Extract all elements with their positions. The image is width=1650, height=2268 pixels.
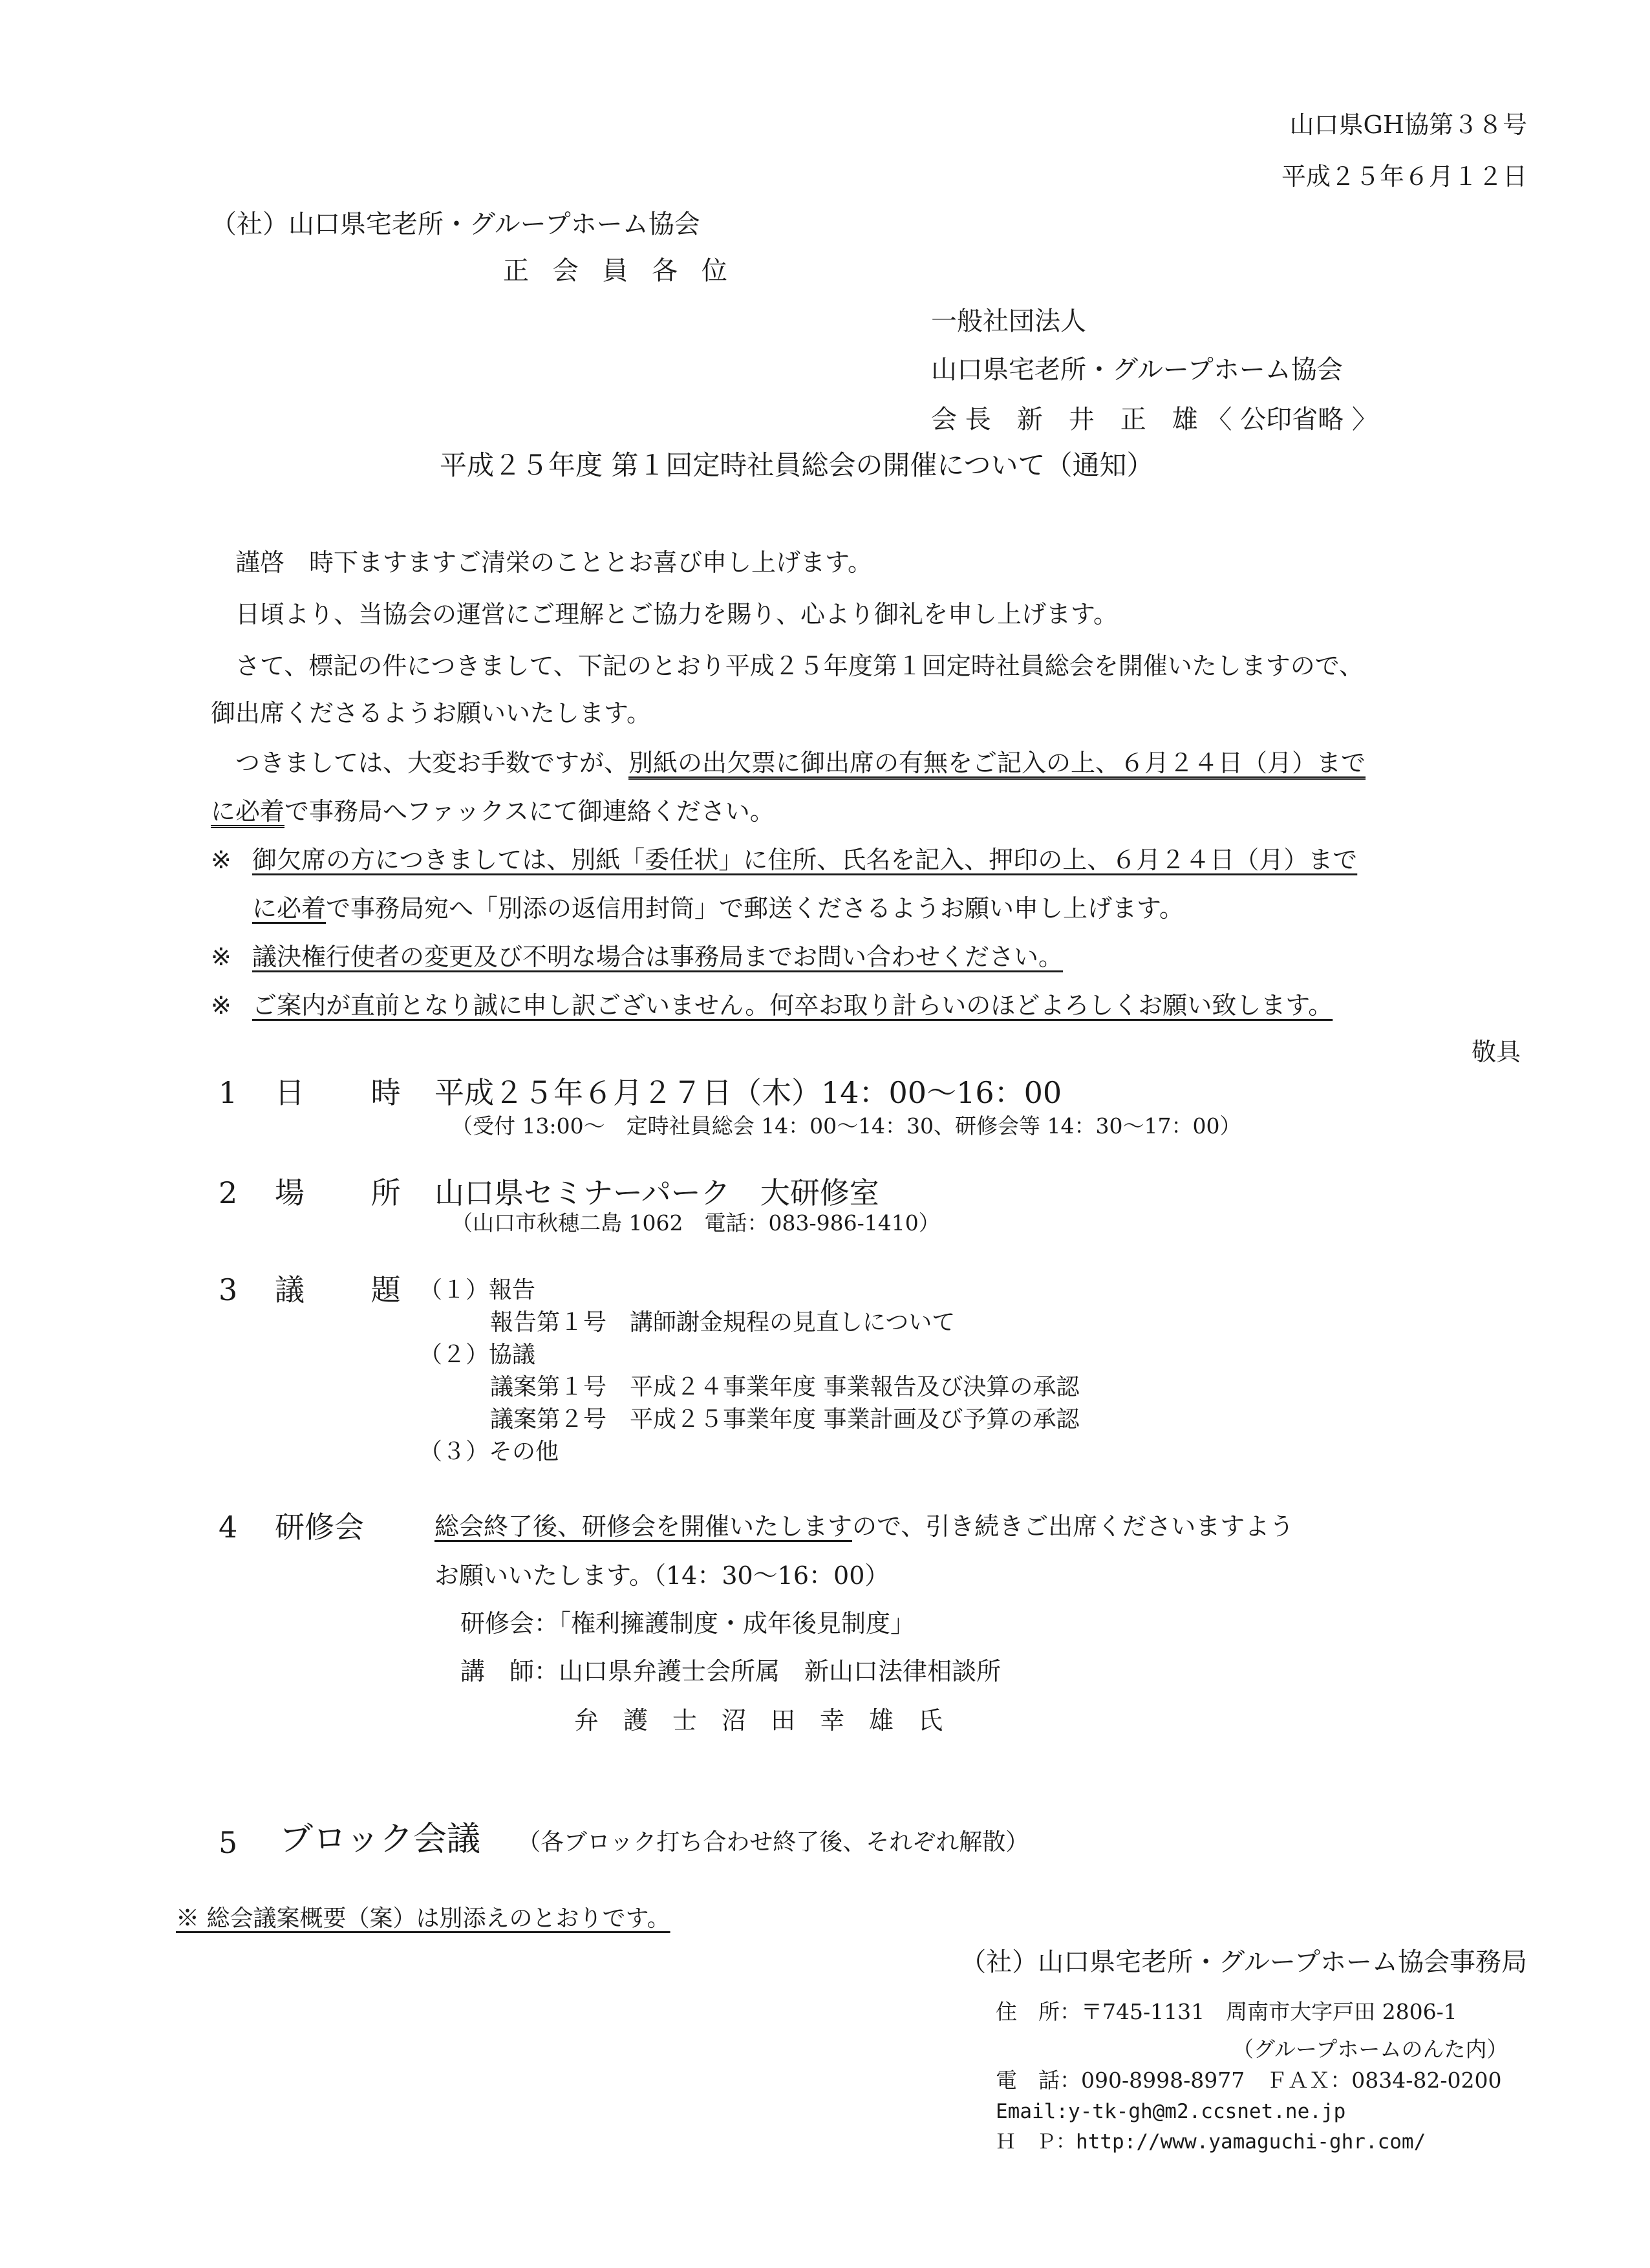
sender-organization: 山口県宅老所・グループホーム協会 xyxy=(931,355,1343,385)
agenda-other: （３）その他 xyxy=(419,1439,559,1465)
meeting-datetime: 平成２５年６月２７日（木）14：00～16：00 xyxy=(434,1075,1062,1110)
rsvp-paragraph-line1 xyxy=(235,747,1366,779)
agenda-report-heading: （１）報告 xyxy=(419,1277,536,1303)
meeting-venue: 山口県セミナーパーク 大研修室 xyxy=(434,1175,879,1210)
secretariat-name: （社）山口県宅老所・グループホーム協会事務局 xyxy=(960,1947,1527,1977)
seminar-intro-line2: お願いいたします。（14：30～16：00） xyxy=(434,1561,890,1590)
apology-note: ご案内が直前となり誠に申し訳ございません。何卒お取り計らいのほどよろしくお願い致します。 xyxy=(252,991,1333,1020)
closing-word: 敬具 xyxy=(1471,1038,1521,1066)
voter-change-note: 議決権行使者の変更及び不明な場合は事務局までお問い合わせください。 xyxy=(252,943,1064,971)
proxy-mail-text: で事務局宛へ「別添の返信用封筒」で郵送くださるようお願い申し上げます。 xyxy=(326,894,1184,923)
recipient-members: 正 会 員 各 位 xyxy=(503,256,735,286)
note-mark-2: ※ xyxy=(211,943,231,971)
document-date: 平成２５年６月１２日 xyxy=(1281,162,1527,191)
page-title: 平成２５年度 第１回定時社員総会の開催について（通知） xyxy=(440,449,1154,481)
proxy-note-line1: 御欠席の方につきましては、別紙「委任状」に住所、氏名を記入、押印の上、６月２４日（月）まで xyxy=(252,846,1358,874)
notice-paragraph-line2: 御出席くださるようお願いいたします。 xyxy=(211,699,651,727)
recipient-organization: （社）山口県宅老所・グループホーム協会 xyxy=(211,209,700,239)
greeting-paragraph: 謹啓 時下ますますご清栄のこととお喜び申し上げます。 xyxy=(235,548,872,577)
seminar-lecturer-name: 弁 護 士 沼 田 幸 雄 氏 xyxy=(574,1706,943,1735)
secretariat-address: 住 所：〒745-1131 周南市大字戸田 2806-1 xyxy=(996,1999,1457,2024)
item-2-label: 場 所 xyxy=(275,1175,429,1210)
secretariat-email[interactable]: Email:y-tk-gh@m2.ccsnet.ne.jp xyxy=(996,2100,1346,2123)
venue-address: （山口市秋穂二島 1062 電話：083-986-1410） xyxy=(451,1210,940,1236)
item-3-number: 3 xyxy=(219,1272,238,1307)
seminar-after-meeting: 総会終了後、研修会を開催いたします xyxy=(434,1512,853,1541)
secretariat-homepage[interactable] xyxy=(996,2127,1426,2156)
item-4-number: 4 xyxy=(219,1510,238,1545)
seminar-intro-line1 xyxy=(434,1510,1294,1543)
seminar-lecturer-affiliation: 講 師：山口県弁護士会所属 新山口法律相談所 xyxy=(460,1657,1002,1685)
homepage-text[interactable]: Ｈ Ｐ：http://www.yamaguchi-ghr.com/ xyxy=(996,2130,1426,2154)
secretariat-phone-fax: 電 話：090-8998-8977 ＦＡＸ：0834-82-0200 xyxy=(996,2068,1502,2093)
rsvp-deadline-emphasis: 別紙の出欠票に御出席の有無をご記入の上、６月２４日（月）まで xyxy=(628,749,1366,777)
note-mark-3: ※ xyxy=(211,991,231,1020)
proxy-note-line2 xyxy=(252,892,1184,925)
seminar-topic: 研修会：「権利擁護制度・成年後見制度」 xyxy=(460,1609,916,1638)
proxy-must-arrive: に必着 xyxy=(252,894,327,923)
rsvp-must-arrive: に必着 xyxy=(211,797,285,826)
document-number: 山口県GH協第３８号 xyxy=(1289,111,1527,139)
agenda-discussion-heading: （２）協議 xyxy=(419,1342,536,1368)
rsvp-text: つきましては、大変お手数ですが、 xyxy=(235,749,629,777)
item-4-label: 研修会 xyxy=(275,1510,364,1545)
notice-paragraph-line1: さて、標記の件につきまして、下記のとおり平成２５年度第１回定時社員総会を開催いたしますので、 xyxy=(235,652,1364,680)
thanks-paragraph: 日頃より、当協会の運営にご理解とご協力を賜り、心より御礼を申し上げます。 xyxy=(235,600,1118,628)
meeting-schedule-detail: （受付 13:00～ 定時社員総会 14：00～14：30、研修会等 14：30～17：00） xyxy=(451,1113,1241,1139)
item-5-number: 5 xyxy=(219,1825,238,1860)
seminar-attend-request: ので、引き続きご出席くださいますよう xyxy=(852,1512,1294,1541)
item-5-label: ブロック会議 xyxy=(279,1820,480,1859)
sender-name: 会 長 新 井 正 雄 〈 公印省略 〉 xyxy=(931,405,1378,434)
item-1-label: 日 時 xyxy=(275,1075,429,1110)
agenda-proposal-1: 議案第１号 平成２４事業年度 事業報告及び決算の承認 xyxy=(490,1374,1080,1400)
item-2-number: 2 xyxy=(219,1175,238,1210)
note-mark-1: ※ xyxy=(211,846,231,874)
item-3-label: 議 題 xyxy=(275,1272,429,1307)
block-meeting-note: （各ブロック打ち合わせ終了後、それぞれ解散） xyxy=(517,1829,1029,1856)
rsvp-paragraph-line2 xyxy=(211,795,775,828)
sender-type: 一般社団法人 xyxy=(931,306,1086,336)
item-1-number: 1 xyxy=(219,1075,238,1110)
attachment-footnote: ※ 総会議案概要（案）は別添えのとおりです。 xyxy=(176,1905,670,1932)
rsvp-fax-text: で事務局へファックスにて御連絡ください。 xyxy=(284,797,775,826)
secretariat-address-note: （グループホームのんた内） xyxy=(1232,2037,1508,2062)
agenda-proposal-2: 議案第２号 平成２５事業年度 事業計画及び予算の承認 xyxy=(490,1406,1080,1433)
agenda-report-1: 報告第１号 講師謝金規程の見直しについて xyxy=(490,1309,956,1336)
